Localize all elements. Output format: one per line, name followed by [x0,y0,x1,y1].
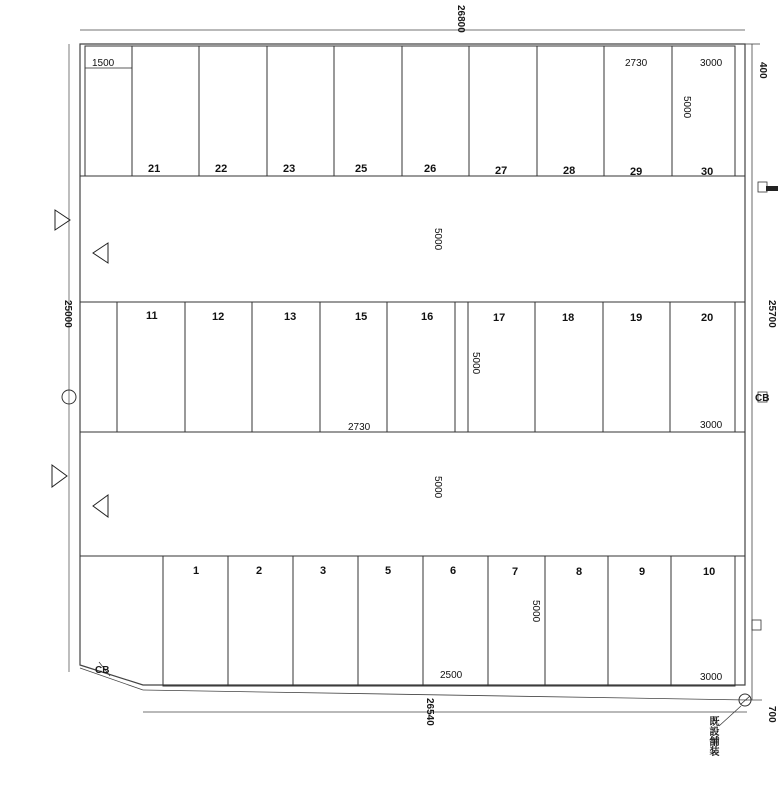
stall-21: 21 [148,163,161,175]
dim-5000-top-right: 5000 [681,96,692,119]
dim-right-bottom: 700 [766,706,777,723]
stall-10: 10 [703,566,716,578]
stall-26: 26 [424,163,437,175]
dim-2500-bottom: 2500 [440,670,463,681]
stall-25: 25 [355,163,368,175]
stall-9: 9 [639,566,646,578]
stall-11: 11 [146,310,158,322]
dim-1500: 1500 [92,58,115,69]
note-cb-right: CB [755,393,770,404]
stall-3: 3 [320,565,327,577]
stall-12: 12 [212,311,225,323]
stall-8: 8 [576,566,583,578]
dim-right-top: 400 [757,62,768,79]
dim-5000-bottom: 5000 [530,600,541,623]
dim-right-overall: 25700 [766,300,777,328]
stall-30: 30 [701,166,714,178]
note-existing-pavement: 既設舗装 [707,716,718,756]
stall-15: 15 [355,311,368,323]
stall-17: 17 [493,312,506,324]
stall-16: 16 [421,311,434,323]
dim-5000-aisle-lower: 5000 [432,476,443,499]
dim-5000-aisle-upper: 5000 [432,228,443,251]
stall-2: 2 [256,565,263,577]
stall-6: 6 [450,565,457,577]
dim-3000-top: 3000 [700,58,723,69]
stall-29: 29 [630,166,643,178]
dim-3000-bottom: 3000 [700,672,723,683]
dim-top-overall: 26800 [455,5,466,33]
dim-left-overall: 25000 [62,300,73,328]
stall-23: 23 [283,163,296,175]
stall-5: 5 [385,565,392,577]
note-cb-left: CB [95,665,110,676]
stall-7: 7 [512,566,519,578]
stall-19: 19 [630,312,643,324]
stall-22: 22 [215,163,228,175]
stall-18: 18 [562,312,575,324]
stall-20: 20 [701,312,714,324]
dim-5000-mid: 5000 [470,352,481,375]
dim-2730-top: 2730 [625,58,648,69]
stall-1: 1 [193,565,200,577]
stall-28: 28 [563,165,576,177]
dim-bottom-overall: 26540 [424,698,435,726]
dim-2730-mid: 2730 [348,422,371,433]
stall-27: 27 [495,165,508,177]
stall-13: 13 [284,311,297,323]
dim-3000-mid: 3000 [700,420,723,431]
